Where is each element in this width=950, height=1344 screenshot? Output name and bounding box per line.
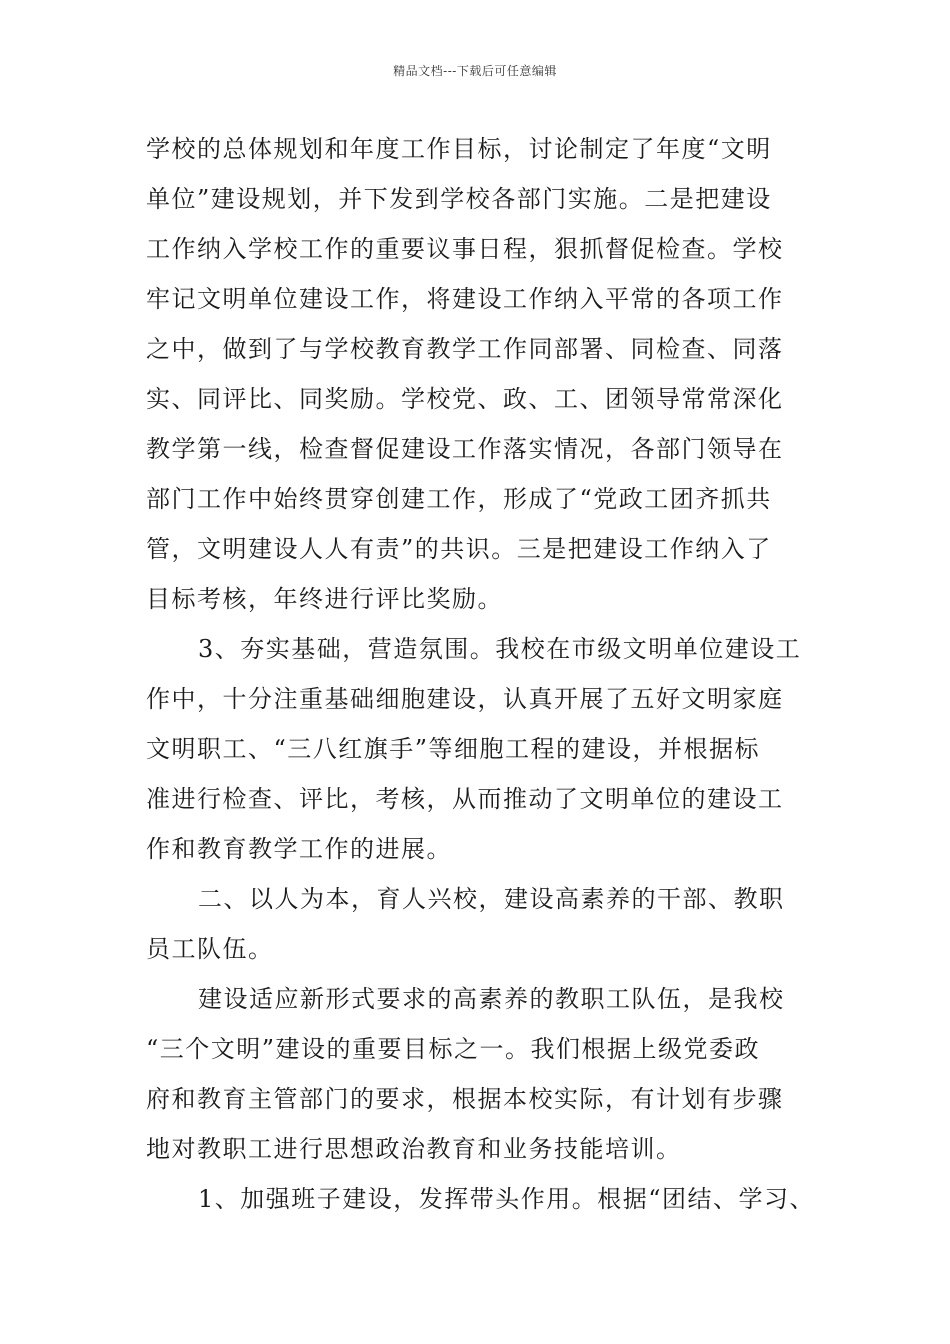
text-line: 牢记文明单位建设工作，将建设工作纳入平常的各项工作 [146, 285, 784, 313]
text-line: 目标考核，年终进行评比奖励。 [146, 585, 503, 613]
text-line: 管，文明建设人人有责”的共识。三是把建设工作纳入了 [146, 535, 772, 563]
text-line: 准进行检查、评比，考核，从而推动了文明单位的建设工 [146, 785, 784, 813]
text-line: 建设适应新形式要求的高素养的教职工队伍，是我校 [198, 985, 785, 1013]
text-line: 之中，做到了与学校教育教学工作同部署、同检查、同落 [146, 335, 784, 363]
document-body [146, 124, 816, 1224]
text-line: 文明职工、“三八红旗手”等细胞工程的建设，并根据标 [146, 735, 761, 763]
text-line: 员工队伍。 [146, 935, 274, 963]
page-header: 精品文档---下载后可任意编辑 [393, 64, 557, 78]
text-line: 工作纳入学校工作的重要议事日程，狠抓督促检查。学校 [146, 235, 784, 263]
text-line: 学校的总体规划和年度工作目标，讨论制定了年度“文明 [146, 135, 772, 163]
text-line: 地对教职工进行思想政治教育和业务技能培训。 [146, 1135, 682, 1163]
text-line: 府和教育主管部门的要求，根据本校实际，有计划有步骤 [146, 1085, 784, 1113]
text-line: “三个文明”建设的重要目标之一。我们根据上级党委政 [146, 1035, 761, 1063]
text-line: 实、同评比、同奖励。学校党、政、工、团领导常常深化 [146, 385, 784, 413]
text-line: 部门工作中始终贯穿创建工作，形成了“党政工团齐抓共 [146, 485, 772, 513]
text-line: 1、加强班子建设，发挥带头作用。根据“团结、学习、 [198, 1185, 816, 1213]
text-line: 二、以人为本，育人兴校，建设高素养的干部、教职 [198, 885, 785, 913]
text-line: 单位”建设规划，并下发到学校各部门实施。二是把建设 [146, 185, 772, 213]
text-line: 作和教育教学工作的进展。 [146, 835, 452, 863]
text-line: 教学第一线，检查督促建设工作落实情况，各部门领导在 [146, 435, 784, 463]
text-line: 3、夯实基础，营造氛围。我校在市级文明单位建设工 [198, 635, 802, 663]
text-line: 作中，十分注重基础细胞建设，认真开展了五好文明家庭 [146, 685, 784, 713]
